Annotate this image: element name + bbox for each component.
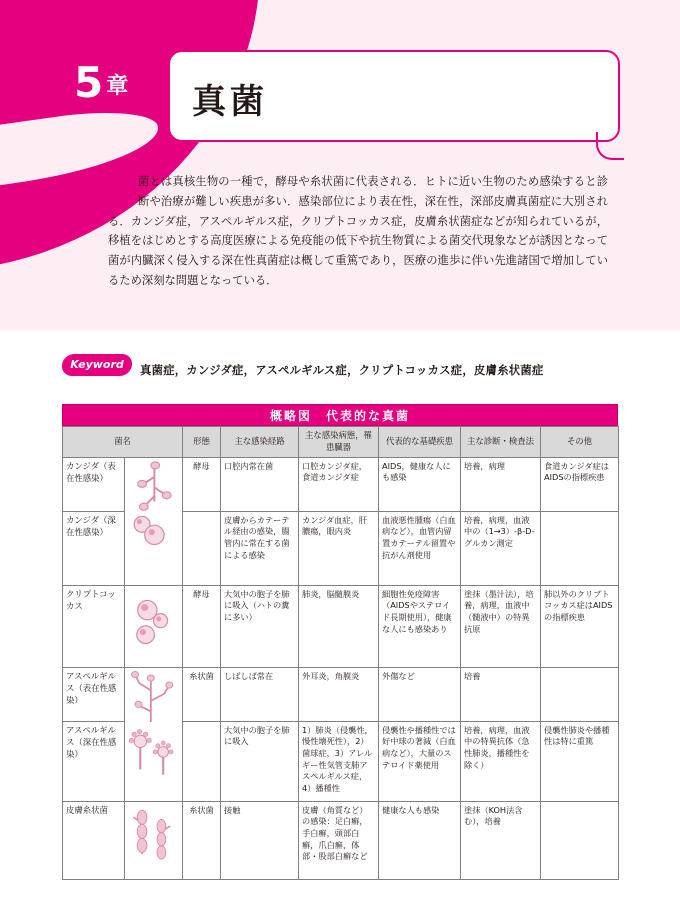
lead-text: 菌とは真核生物の一種で，酵母や糸状菌に代表される．ヒトに近い生物のため感染すると診断や治療が難しい疾患が多い．感染部位により表在性，深在性，深部皮膚真菌症に大別される．カンジダ症，アスペルギルス症，クリプトコッカス症，皮膚糸状菌症などが知られているが，移植をはじめとする高度医療による免疫能の低下や抗生物質による菌交代現象などが誘因となって菌が内臓深く侵入する深在性真菌症は概して重篤であり，医療の進歩に伴い先進諸国で増加しているため深刻な問題となっている． [108, 175, 608, 287]
candida-hypha-icon [128, 461, 179, 556]
cell-organ: 肺炎，脳髄膜炎 [299, 585, 379, 667]
cell-diagnosis: 培養 [461, 667, 541, 721]
cell-form [183, 721, 221, 801]
cell-name: アスペルギルス（表在性感染） [63, 667, 125, 721]
lead-paragraph [108, 172, 608, 291]
cell-route: しばしば常在 [221, 667, 299, 721]
cell-disease: 健康な人も感染 [379, 801, 461, 879]
cell-organ: 口腔カンジダ症，食道カンジダ症 [299, 457, 379, 511]
cell-name: 皮膚糸状菌 [63, 801, 125, 879]
col-header-other: その他 [541, 427, 619, 458]
table-row [63, 585, 619, 667]
morph-dermatophyte [125, 801, 183, 879]
cell-name: アスペルギルス（深在性感染） [63, 721, 125, 801]
cell-name: カンジダ（深在性感染） [63, 511, 125, 585]
keyword-badge [62, 352, 132, 380]
cell-name: クリプトコッカス [63, 585, 125, 667]
morph-candida [125, 457, 183, 585]
cell-organ: 1）肺炎（侵襲性，慢性壊死性），2）菌球症，3）アレルギー性気管支肺アスペルギルス症，4）播種性 [299, 721, 379, 801]
morph-aspergillus [125, 667, 183, 801]
cell-disease: AIDS，健康な人にも感染 [379, 457, 461, 511]
cell-form [183, 511, 221, 585]
cell-other: 食道カンジダ症はAIDSの指標疾患 [541, 457, 619, 511]
lead-dropcap: 真 [108, 170, 135, 201]
cell-other: 肺以外のクリプトコッカス症はAIDSの指標疾患 [541, 585, 619, 667]
cell-other: 侵襲性肺炎や播種性は特に重篤 [541, 721, 619, 801]
cell-diagnosis: 塗抹（KOH法含む），培養 [461, 801, 541, 879]
col-header-name: 菌名 [63, 427, 183, 458]
cell-diagnosis: 塗抹（墨汁法），培養，病理，血液中（髄液中）の特異抗原 [461, 585, 541, 667]
cell-disease: 外傷など [379, 667, 461, 721]
col-header-disease: 代表的な基礎疾患 [379, 427, 461, 458]
dermatophyte-icon [128, 805, 179, 874]
cell-route: 皮膚からカテーテル経由の感染，腸管内に常在する菌による感染 [221, 511, 299, 585]
cell-route: 大気中の胞子を肺に吸入（ハトの糞に多い） [221, 585, 299, 667]
chapter-number-value: 5 [74, 58, 104, 107]
cell-other [541, 801, 619, 879]
keyword-badge-label: Keyword [70, 358, 124, 371]
cell-form: 糸状菌 [183, 801, 221, 879]
col-header-organ: 主な感染病態，罹患臓器 [299, 427, 379, 458]
chapter-number [74, 58, 129, 107]
cell-form: 酵母 [183, 585, 221, 667]
table-row [63, 667, 619, 721]
keyword-list: 真菌症，カンジダ症，アスペルギルス症，クリプトコッカス症，皮膚糸状菌症 [140, 364, 544, 377]
cryptococcus-icon [128, 589, 179, 661]
morph-cryptococcus [125, 585, 183, 667]
table-title: 概略図 代表的な真菌 [62, 404, 618, 426]
col-header-route: 主な感染経路 [221, 427, 299, 458]
table-row [63, 801, 619, 879]
cell-other [541, 511, 619, 585]
cell-other [541, 667, 619, 721]
cell-organ: カンジダ血症，肝膿瘍，眼内炎 [299, 511, 379, 585]
chapter-number-suffix: 章 [106, 74, 129, 99]
aspergillus-hypha-icon [128, 671, 179, 789]
col-header-form: 形態 [183, 427, 221, 458]
col-header-diagnosis: 主な診断・検査法 [461, 427, 541, 458]
cell-disease: 侵襲性や播種性では好中球の著減（白血病など），大量のステロイド薬使用 [379, 721, 461, 801]
keyword-badge-sublabel: キーワード [106, 370, 131, 375]
cell-route: 接触 [221, 801, 299, 879]
cell-disease: 細胞性免疫障害（AIDSやステロイド長期使用），健康な人にも感染あり [379, 585, 461, 667]
table-header-row [63, 427, 619, 458]
cell-diagnosis: 培養，病理，血液中の（1→3）-β-D-グルカン測定 [461, 511, 541, 585]
cell-disease: 血液悪性腫瘍（白血病など），血管内留置カテーテル留置や抗がん剤使用 [379, 511, 461, 585]
cell-route: 大気中の胞子を肺に吸入 [221, 721, 299, 801]
cell-organ: 外耳炎，角膜炎 [299, 667, 379, 721]
fungi-overview-section [62, 404, 618, 880]
cell-form: 糸状菌 [183, 667, 221, 721]
cell-name: カンジダ（表在性感染） [63, 457, 125, 511]
title-box-tail [596, 132, 624, 160]
aspergillus-conidia-icon [129, 729, 173, 774]
chapter-title-box [168, 50, 620, 142]
fungi-table [62, 426, 619, 880]
cell-diagnosis: 培養，病理 [461, 457, 541, 511]
cell-form: 酵母 [183, 457, 221, 511]
cell-organ: 皮膚（角質など）の感染：足白癬，手白癬，頭部白癬，爪白癬，体部・股部白癬など [299, 801, 379, 879]
cell-diagnosis: 培養，病理，血液中の特異抗体（急性肺炎，播種性を除く） [461, 721, 541, 801]
table-row [63, 457, 619, 511]
cell-route: 口腔内常在菌 [221, 457, 299, 511]
page-title: 真菌 [192, 82, 268, 122]
